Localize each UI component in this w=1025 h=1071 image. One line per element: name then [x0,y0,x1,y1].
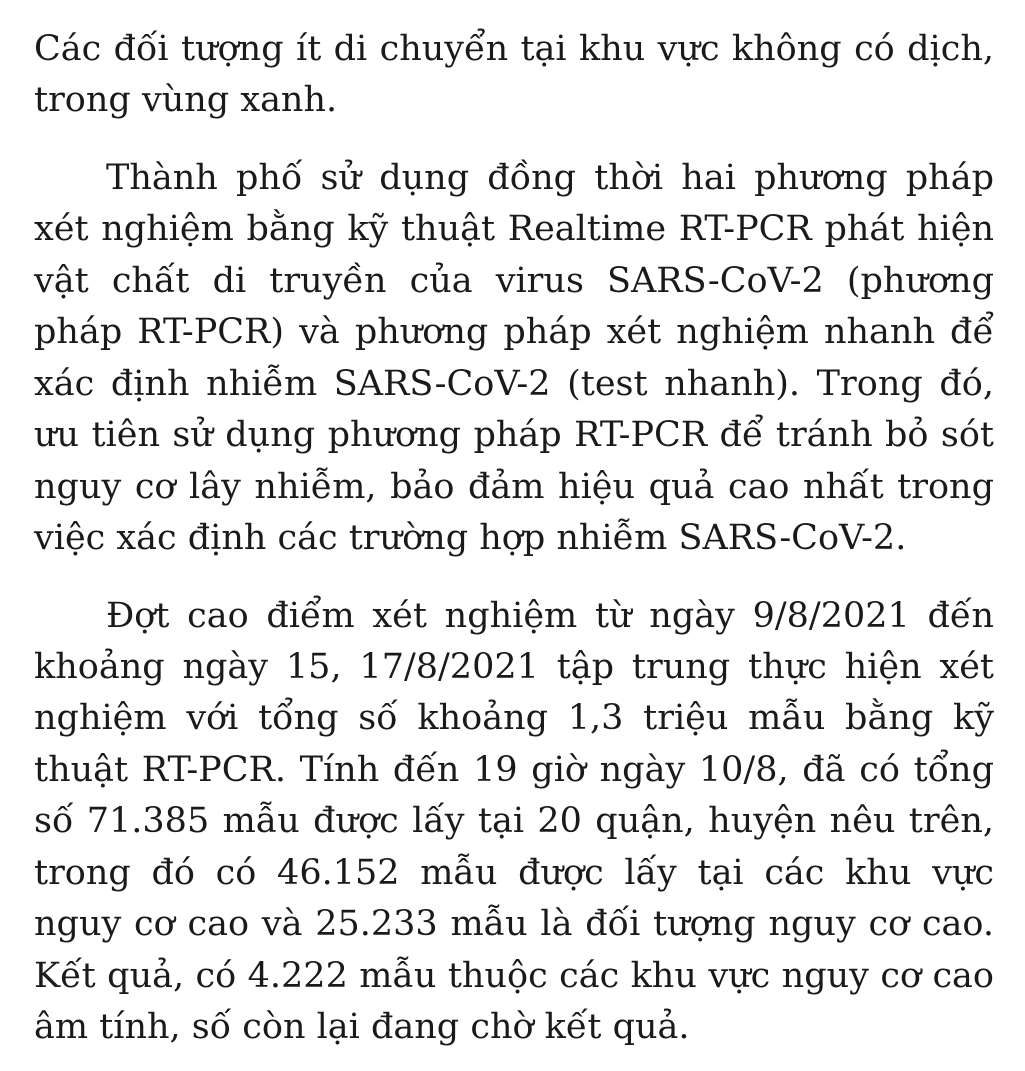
paragraph-2: Thành phố sử dụng đồng thời hai phương pháp xét nghiệm bằng kỹ thuật Realtime RT-PCR phát hiện vật chất di truyền của virus SARS-CoV-2 (phương pháp RT-PCR) và phương pháp xét nghiệm nhanh để xác định nhiễm SARS-CoV-2 (test nhanh). Trong đó, ưu tiên sử dụng phương pháp RT-PCR để tránh bỏ sót nguy cơ lây nhiễm, bảo đảm hiệu quả cao nhất trong việc xác định các trường hợp nhiễm SARS-CoV-2. [34,157,994,559]
paragraph-1: Các đối tượng ít di chuyển tại khu vực không có dịch, trong vùng xanh. [34,29,994,121]
document-page [34,24,994,1054]
paragraph-3: Đợt cao điểm xét nghiệm từ ngày 9/8/2021 đến khoảng ngày 15, 17/8/2021 tập trung thực hiện xét nghiệm với tổng số khoảng 1,3 triệu mẫu bằng kỹ thuật RT-PCR. Tính đến 19 giờ ngày 10/8, đã có tổng số 71.385 mẫu được lấy tại 20 quận, huyện nêu trên, trong đó có 46.152 mẫu được lấy tại các khu vực nguy cơ cao và 25.233 mẫu là đối tượng nguy cơ cao. Kết quả, có 4.222 mẫu thuộc các khu vực nguy cơ cao âm tính, số còn lại đang chờ kết quả. [34,595,994,1048]
